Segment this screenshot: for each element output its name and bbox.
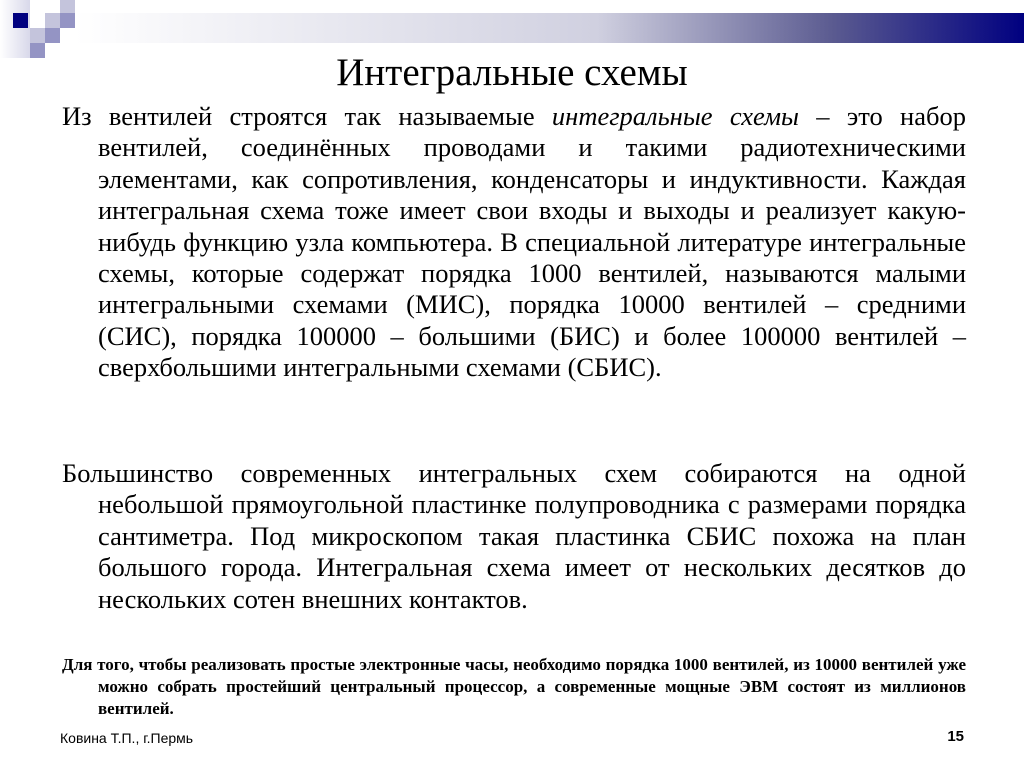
decor-square (45, 28, 60, 43)
paragraph-1-term: интегральные схемы (551, 101, 799, 131)
decor-square (45, 13, 60, 28)
decor-square (60, 13, 75, 28)
paragraph-3: Для того, чтобы реализовать простые электронные часы, необходимо порядка 1000 вентилей, из 10000 вентилей уже можно собрать простейший центральный процессор, а современные мощные ЭВМ состоят из миллионов вентилей. (62, 655, 966, 718)
decor-square (13, 13, 28, 28)
paragraph-1 (62, 101, 1002, 384)
paragraph-1-rest: – это набор вентилей, соединённых проводами и такими радиотехническими элементами, как сопротивления, конденсаторы и индуктивности. Каждая интегральная схема тоже имеет свои входы и выходы и реализует какую-нибудь функцию узла компьютера. В специальной литературе интегральные схемы, которые содержат порядка 1000 вентилей, называются малыми интегральными схемами (МИС), порядка 10000 вентилей – средними (СИС), порядка 100000 – большими (БИС) и более 100000 вентилей – сверхбольшими интегральными схемами (СБИС). (98, 101, 966, 383)
paragraph-1-start: Из вентилей строятся так называемые (62, 101, 552, 131)
slide-title: Интегральные схемы (336, 51, 688, 94)
paragraph-2: Большинство современных интегральных схем собираются на одной небольшой прямоугольной пластинке полупроводника с размерами порядка сантиметра. Под микроскопом такая пластинка СБИС похожа на план большого города. Интегральная схема имеет от нескольких десятков до нескольких сотен внешних контактов. (62, 458, 966, 614)
page-number: 15 (947, 728, 964, 745)
decor-square (30, 28, 45, 43)
footer-author: Ковина Т.П., г.Пермь (60, 730, 194, 746)
header-bar (75, 13, 1024, 43)
